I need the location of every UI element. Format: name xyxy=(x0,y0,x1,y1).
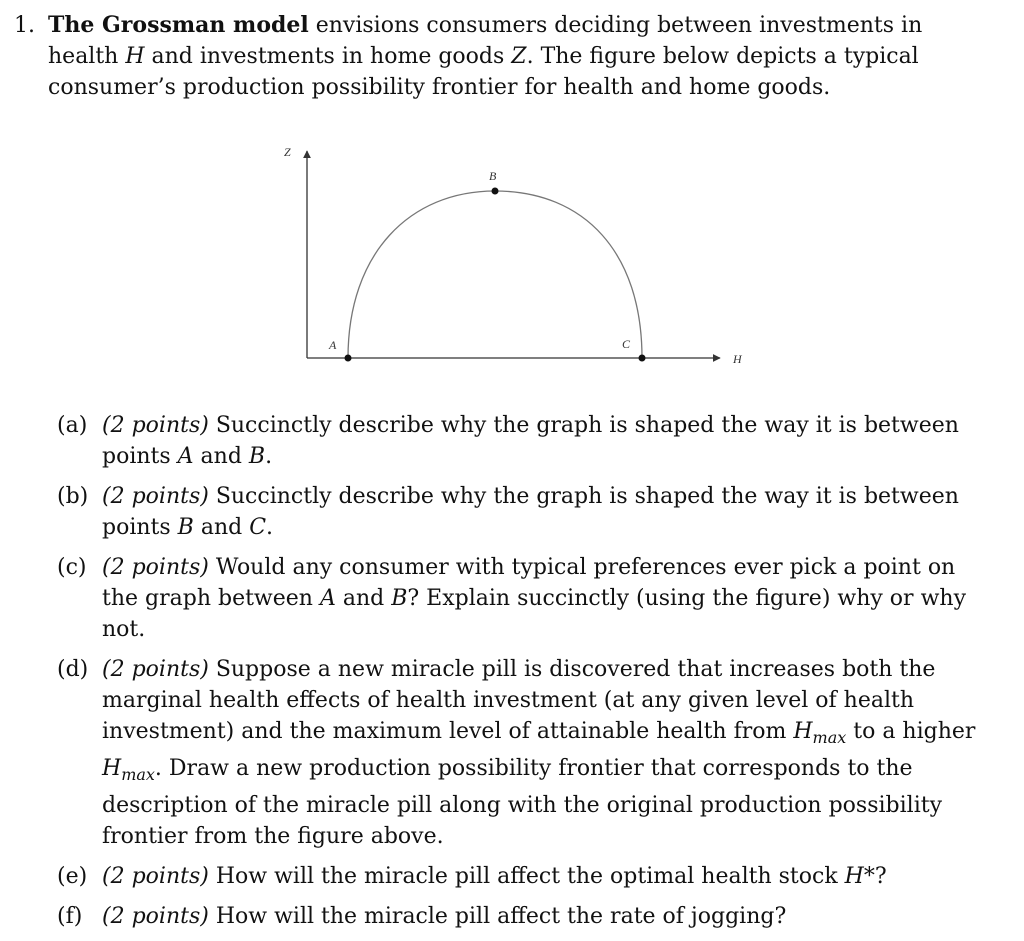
part-text: . Draw a new production possibility frontier that corresponds to the description of the miracle pill along with the original production possibility frontier from the figure above. xyxy=(102,756,942,849)
points-label: (2 points) xyxy=(102,555,209,580)
problem-statement xyxy=(14,10,994,103)
intro-text: envisions consumers deciding between investments in health xyxy=(48,13,923,69)
points-label: (2 points) xyxy=(102,904,209,929)
ppf-diagram xyxy=(270,133,770,378)
part-b xyxy=(57,481,992,543)
part-text: and xyxy=(335,586,392,611)
part-label: (a) xyxy=(57,413,88,438)
point-c-label: C xyxy=(622,337,631,351)
subscript: max xyxy=(121,765,155,784)
var: C xyxy=(249,515,267,540)
x-axis-label: H xyxy=(733,352,742,366)
part-label: (e) xyxy=(57,864,88,889)
part-text: to a higher xyxy=(846,719,976,744)
var: B xyxy=(248,444,266,469)
var: B xyxy=(391,586,408,611)
part-text: How will the miracle pill affect the rate of jogging? xyxy=(208,904,787,929)
problem-intro xyxy=(48,10,994,103)
part-text: Succinctly describe why the graph is shaped the way it is between points xyxy=(102,484,959,540)
points-label: (2 points) xyxy=(102,413,209,438)
part-text: . xyxy=(266,515,274,540)
point-c-marker xyxy=(639,355,646,362)
var-z: Z xyxy=(511,44,527,69)
part-text: Succinctly describe why the graph is shaped the way it is between points xyxy=(102,413,959,469)
intro-text: and investments in home goods xyxy=(144,44,512,69)
part-label: (d) xyxy=(57,657,89,682)
model-name: The Grossman model xyxy=(48,12,309,38)
part-text: Would any consumer with typical preferences ever pick a point on the graph between xyxy=(102,555,956,611)
part-a xyxy=(57,410,992,472)
y-axis-label: Z xyxy=(284,145,291,159)
var: A xyxy=(319,586,336,611)
part-c xyxy=(57,552,992,645)
part-e xyxy=(57,861,992,892)
part-text: Suppose a new miracle pill is discovered that increases both the marginal health effects of health investment (at any given level of health investment) and the maximum level of attainable health from xyxy=(102,657,936,744)
intro-text: . The figure below depicts a typical consumer’s production possibility frontier for health and home goods. xyxy=(48,44,919,100)
points-label: (2 points) xyxy=(102,484,209,509)
points-label: (2 points) xyxy=(102,864,209,889)
var-h: H xyxy=(125,44,145,69)
part-text: ? xyxy=(874,864,887,889)
part-text: ? Explain succinctly (using the figure) why or why not. xyxy=(102,586,966,642)
ppf-curve xyxy=(348,191,642,358)
subscript: max xyxy=(812,728,847,747)
problem-number: 1. xyxy=(14,13,35,38)
var: H* xyxy=(844,864,875,889)
part-text: and xyxy=(193,444,249,469)
point-b-marker xyxy=(492,188,499,195)
part-d xyxy=(57,654,992,852)
part-text: and xyxy=(193,515,250,540)
point-a-label: A xyxy=(329,338,337,352)
part-label: (c) xyxy=(57,555,87,580)
question-parts xyxy=(57,410,992,941)
part-text: How will the miracle pill affect the optimal health stock xyxy=(208,864,845,889)
part-label: (f) xyxy=(57,904,83,929)
var: H xyxy=(102,756,122,781)
ppf-figure xyxy=(270,133,770,378)
var: A xyxy=(177,444,194,469)
part-label: (b) xyxy=(57,484,89,509)
point-b-label: B xyxy=(489,169,497,183)
var: H xyxy=(793,719,813,744)
var: B xyxy=(177,515,194,540)
part-text: . xyxy=(265,444,273,469)
part-f xyxy=(57,901,992,932)
points-label: (2 points) xyxy=(102,657,209,682)
point-a-marker xyxy=(345,355,352,362)
